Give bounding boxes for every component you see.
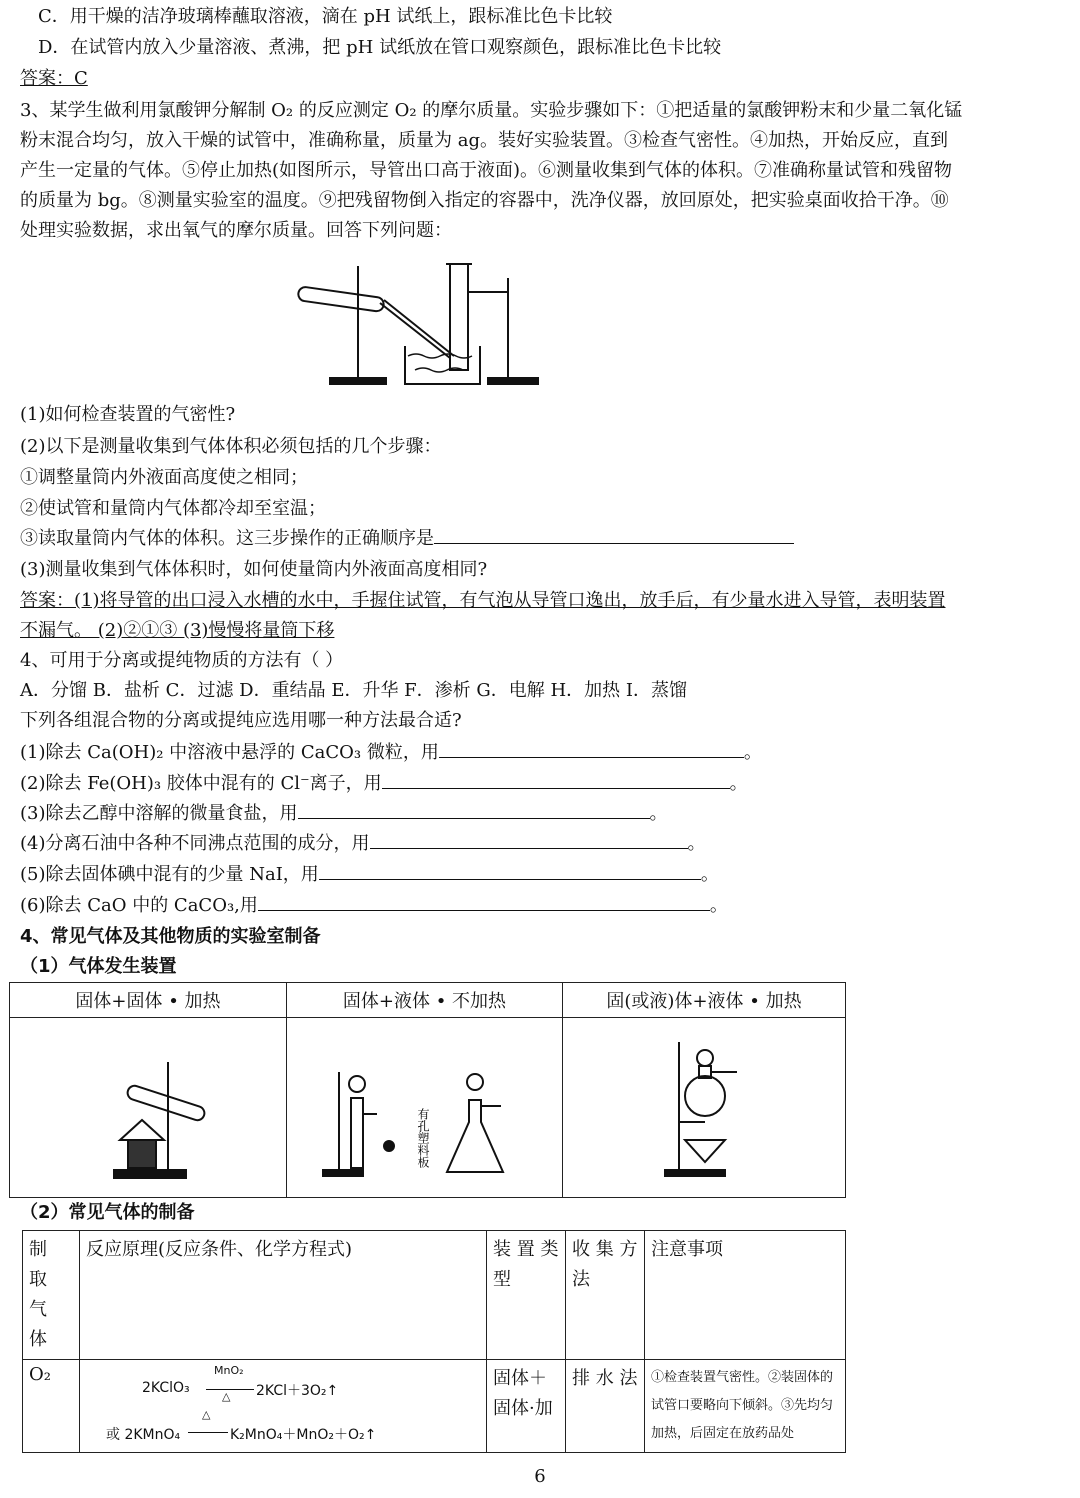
step-3-text: ③读取量筒内气体的体积。这三步操作的正确顺序是	[20, 528, 434, 549]
col-solid-solid-heat: 固体+固体 • 加热	[10, 983, 287, 1018]
o2-equations	[80, 1360, 487, 1453]
q4-item-6	[20, 891, 728, 921]
subheading-1: （1）气体发生装置	[20, 956, 177, 977]
header-principle: 反应原理(反应条件、化学方程式)	[80, 1231, 487, 1360]
o2-collect: 排 水 法	[566, 1360, 645, 1453]
q3-stem-5: 处理实验数据，求出氧气的摩尔质量。回答下列问题：	[20, 220, 452, 241]
q4-item-6-text: (6)除去 CaO 中的 CaCO₃,用	[20, 895, 258, 916]
equation-2	[106, 1404, 480, 1444]
header-gas	[23, 1231, 80, 1360]
q4-instruction: 下列各组混合物的分离或提纯应选用哪一种方法最合适?	[20, 710, 462, 731]
o2-device: 固体＋固体·加	[487, 1360, 566, 1453]
apparatus-table	[9, 982, 846, 1198]
gas-o2: O₂	[23, 1360, 80, 1453]
period: 。	[649, 803, 668, 824]
equation-1	[142, 1364, 480, 1404]
q4-item-3	[20, 799, 668, 829]
eq1-right: 2KCl＋3O₂↑	[256, 1383, 339, 1399]
solid-heat-apparatus-icon	[16, 1022, 266, 1187]
header-gas-text: 制取气体	[29, 1239, 47, 1350]
plate-label: 有孔塑料板	[415, 1108, 430, 1168]
q3-stem-1: 3、某学生做利用氯酸钾分解制 O₂ 的反应测定 O₂ 的摩尔质量。实验步骤如下：①把适量的氯酸钾粉末和少量二氧化锰	[20, 100, 963, 121]
q4-options: A．分馏 B．盐析 C．过滤 D．重结晶 E．升华 F．渗析 G．电解 H．加热 I．蒸馏	[20, 680, 688, 701]
q4-item-3-text: (3)除去乙醇中溶解的微量食盐，用	[20, 803, 298, 824]
period: 。	[700, 864, 719, 885]
period: 。	[743, 742, 762, 763]
answer-3-line1: 答案：(1)将导管的出口浸入水槽的水中，手握住试管，有气泡从导管口逸出，放手后，有少量水进入导管，表明装置	[20, 590, 946, 611]
subheading-2: （2）常见气体的制备	[20, 1202, 195, 1223]
answer-2: 答案：C	[20, 68, 88, 89]
oxygen-apparatus-diagram	[290, 258, 550, 390]
liquid-heat-apparatus-icon	[569, 1022, 839, 1187]
q3-stem-3: 产生一定量的气体。⑤停止加热(如图所示，导管出口高于液面)。⑥测量收集到气体的体积。⑦准确称量试管和残留物	[20, 160, 953, 181]
q4-item-1-text: (1)除去 Ca(OH)₂ 中溶液中悬浮的 CaCO₃ 微粒，用	[20, 742, 439, 763]
answer-blank	[434, 525, 794, 544]
q4-item-2-text: (2)除去 Fe(OH)₃ 胶体中混有的 Cl⁻离子，用	[20, 773, 382, 794]
q3-sub1: (1)如何检查装置的气密性?	[20, 404, 236, 425]
q3-sub3: (3)测量收集到气体体积时，如何使量筒内外液面高度相同?	[20, 559, 488, 580]
page-number: 6	[534, 1466, 546, 1487]
q4-item-5	[20, 860, 719, 890]
q4-item-4	[20, 829, 706, 859]
step-1: ①调整量筒内外液面高度使之相同；	[20, 467, 308, 488]
blank-4	[370, 830, 688, 849]
o2-notes: ①检查装置气密性。②装固体的试管口要略向下倾斜。③先均匀加热，后固定在放药品处	[645, 1360, 846, 1453]
eq2-heat: △	[202, 1408, 211, 1421]
eq2-right: K₂MnO₄＋MnO₂＋O₂↑	[230, 1427, 377, 1443]
option-c: C．用干燥的洁净玻璃棒蘸取溶液，滴在 pH 试纸上，跟标准比色卡比较	[38, 6, 613, 27]
blank-3	[298, 800, 650, 819]
eq1-catalyst: MnO₂	[214, 1364, 244, 1377]
step-3	[20, 524, 794, 554]
eq1-left: 2KClO₃	[142, 1380, 190, 1396]
q4-item-5-text: (5)除去固体碘中混有的少量 NaI，用	[20, 864, 319, 885]
col-liquid-heat: 固(或液)体+液体 • 加热	[563, 983, 846, 1018]
header-notes: 注意事项	[645, 1231, 846, 1360]
apparatus-1-cell	[10, 1018, 287, 1198]
header-collect: 收 集 方法	[566, 1231, 645, 1360]
option-d: D．在试管内放入少量溶液、煮沸，把 pH 试纸放在管口观察颜色，跟标准比色卡比较	[38, 37, 722, 58]
apparatus-3-cell	[563, 1018, 846, 1198]
period: 。	[709, 895, 728, 916]
blank-2	[382, 770, 730, 789]
q4-item-1	[20, 738, 762, 768]
step-2: ②使试管和量筒内气体都冷却至室温；	[20, 498, 326, 519]
eq1-heat: △	[222, 1390, 231, 1403]
col-solid-liquid-noheat: 固体+液体 • 不加热	[286, 983, 562, 1018]
answer-3-line2: 不漏气。 (2)②①③ (3)慢慢将量筒下移	[20, 620, 335, 641]
q3-sub2: (2)以下是测量收集到气体体积必须包括的几个步骤：	[20, 436, 442, 457]
blank-5	[319, 861, 701, 880]
blank-6	[258, 892, 710, 911]
header-device: 装 置 类型	[487, 1231, 566, 1360]
gas-preparation-table	[22, 1230, 846, 1453]
q4-item-4-text: (4)分离石油中各种不同沸点范围的成分，用	[20, 833, 370, 854]
q3-stem-4: 的质量为 bg。⑧测量实验室的温度。⑨把残留物倒入指定的容器中，洗净仪器，放回原处，把实验桌面收拾干净。⑩	[20, 190, 949, 211]
q4-stem: 4、可用于分离或提纯物质的方法有（ ）	[20, 650, 344, 671]
blank-1	[439, 739, 744, 758]
solid-liquid-apparatus-icon	[293, 1022, 543, 1187]
period: 。	[729, 773, 748, 794]
apparatus-2-cell	[286, 1018, 562, 1198]
period: 。	[687, 833, 706, 854]
section-heading: 4、常见气体及其他物质的实验室制备	[20, 926, 321, 947]
eq2-left: 或 2KMnO₄	[106, 1427, 181, 1443]
q3-stem-2: 粉末混合均匀，放入干燥的试管中，准确称量，质量为 ag。装好实验装置。③检查气密性。④加热，开始反应，直到	[20, 130, 948, 151]
q4-item-2	[20, 769, 748, 799]
eq2-arrow	[188, 1432, 228, 1433]
